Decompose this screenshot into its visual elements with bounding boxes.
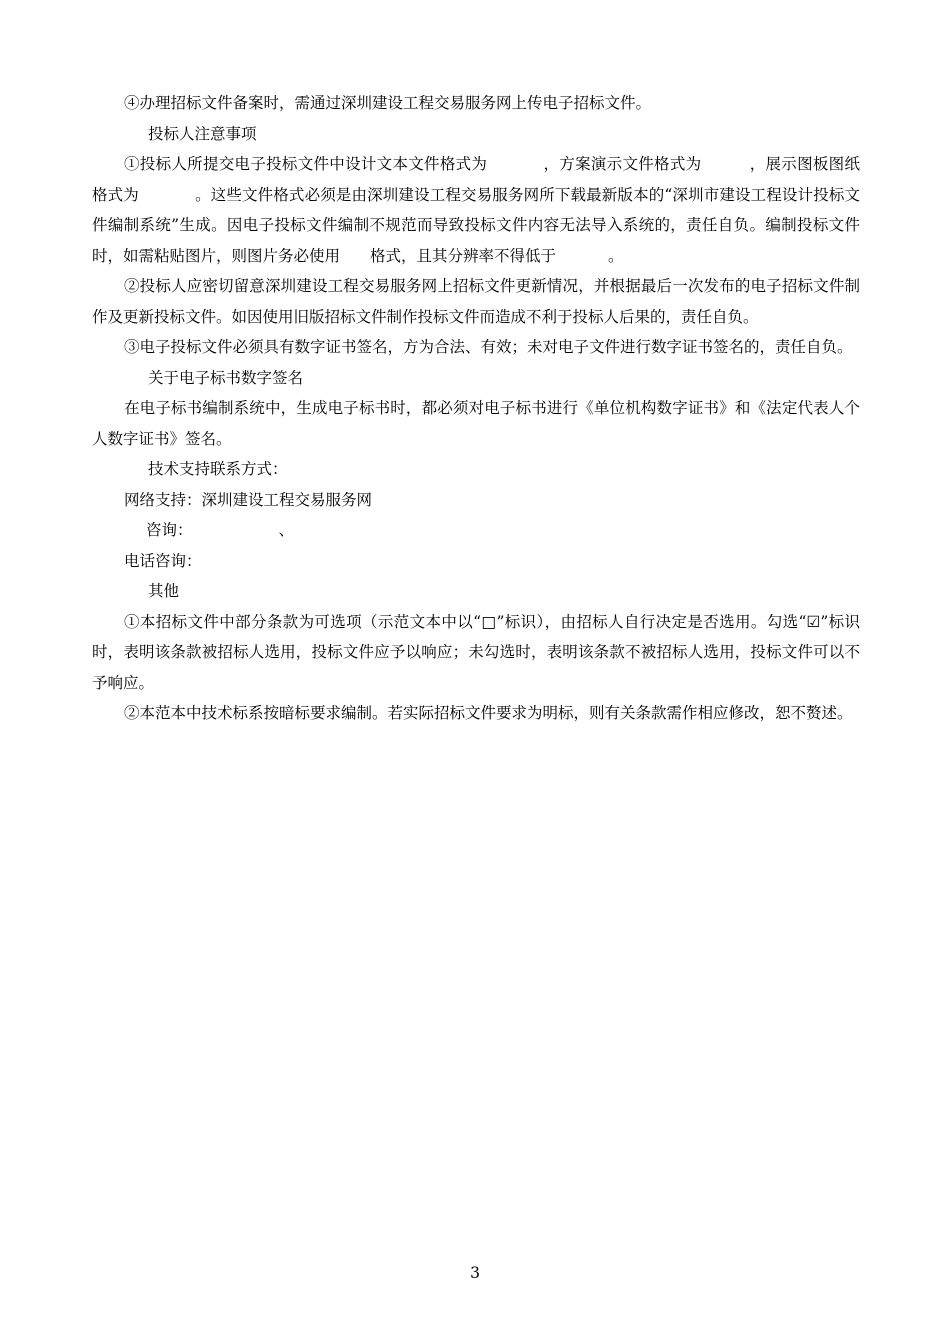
line-phone-consult: 电话咨询： (124, 551, 202, 570)
paragraph-note1 (92, 149, 860, 271)
line-consult (92, 515, 860, 546)
heading-digital-signature: 关于电子标书数字签名 (148, 368, 304, 387)
heading-tech-support: 技术支持联系方式： (148, 460, 288, 478)
paragraph-other1: ①本招标文件中部分条款为可选项（示范文本中以“□”标识），由招标人自行决定是否选用。勾选“☑”标识时，表明该条款被招标人选用，投标文件应予以响应；未勾选时，表明该条款不被招标人选用，投标文件可以不予响应。 (92, 612, 860, 692)
line-network-support: 网络支持：深圳建设工程交易服务网 (124, 490, 373, 509)
note1-text-d: 。这些文件格式必须是由深圳建设工程交易服务网所下载最新版本的“深圳市建设工程设计投标文件编制系统”生成。因电子投标文件编制不规范而导致投标文件内容无法导入系统的，责任自负。编制投标文件时，如需粘贴图片，则图片务必使用 (92, 185, 860, 265)
note1-text-e: 格式，且其分辨率不得低于 (370, 246, 557, 265)
note1-text-c: ，展示图板图纸格式为 (92, 155, 860, 204)
paragraph-signature: 在电子标书编制系统中，生成电子标书时，都必须对电子标书进行《单位机构数字证书》和《法定代表人个人数字证书》签名。 (92, 399, 860, 448)
consult-label: 咨询： (146, 521, 193, 539)
paragraph-note2: ②投标人应密切留意深圳建设工程交易服务网上招标文件更新情况，并根据最后一次发布的电子招标文件制作及更新投标文件。如因使用旧版招标文件制作投标文件而造成不利于投标人后果的，责任自负。 (92, 277, 860, 326)
consult-separator: 、 (278, 521, 295, 539)
paragraph-note3: ③电子投标文件必须具有数字证书签名，方为合法、有效；未对电子文件进行数字证书签名的，责任自负。 (124, 338, 853, 356)
note1-text-a: ①投标人所提交电子投标文件中设计文本文件格式为 (124, 155, 488, 173)
paragraph-other2: ②本范本中技术标系按暗标要求编制。若实际招标文件要求为明标，则有关条款需作相应修改，恕不赘述。 (124, 704, 853, 722)
heading-bidder-notes: 投标人注意事项 (148, 124, 257, 143)
heading-other: 其他 (148, 582, 180, 600)
note1-text-f: 。 (608, 246, 624, 265)
note1-text-b: ，方案演示文件格式为 (543, 155, 702, 173)
page-number: 3 (470, 1264, 480, 1282)
paragraph-item4: ④办理招标文件备案时，需通过深圳建设工程交易服务网上传电子招标文件。 (124, 94, 652, 112)
document-body (92, 88, 860, 729)
